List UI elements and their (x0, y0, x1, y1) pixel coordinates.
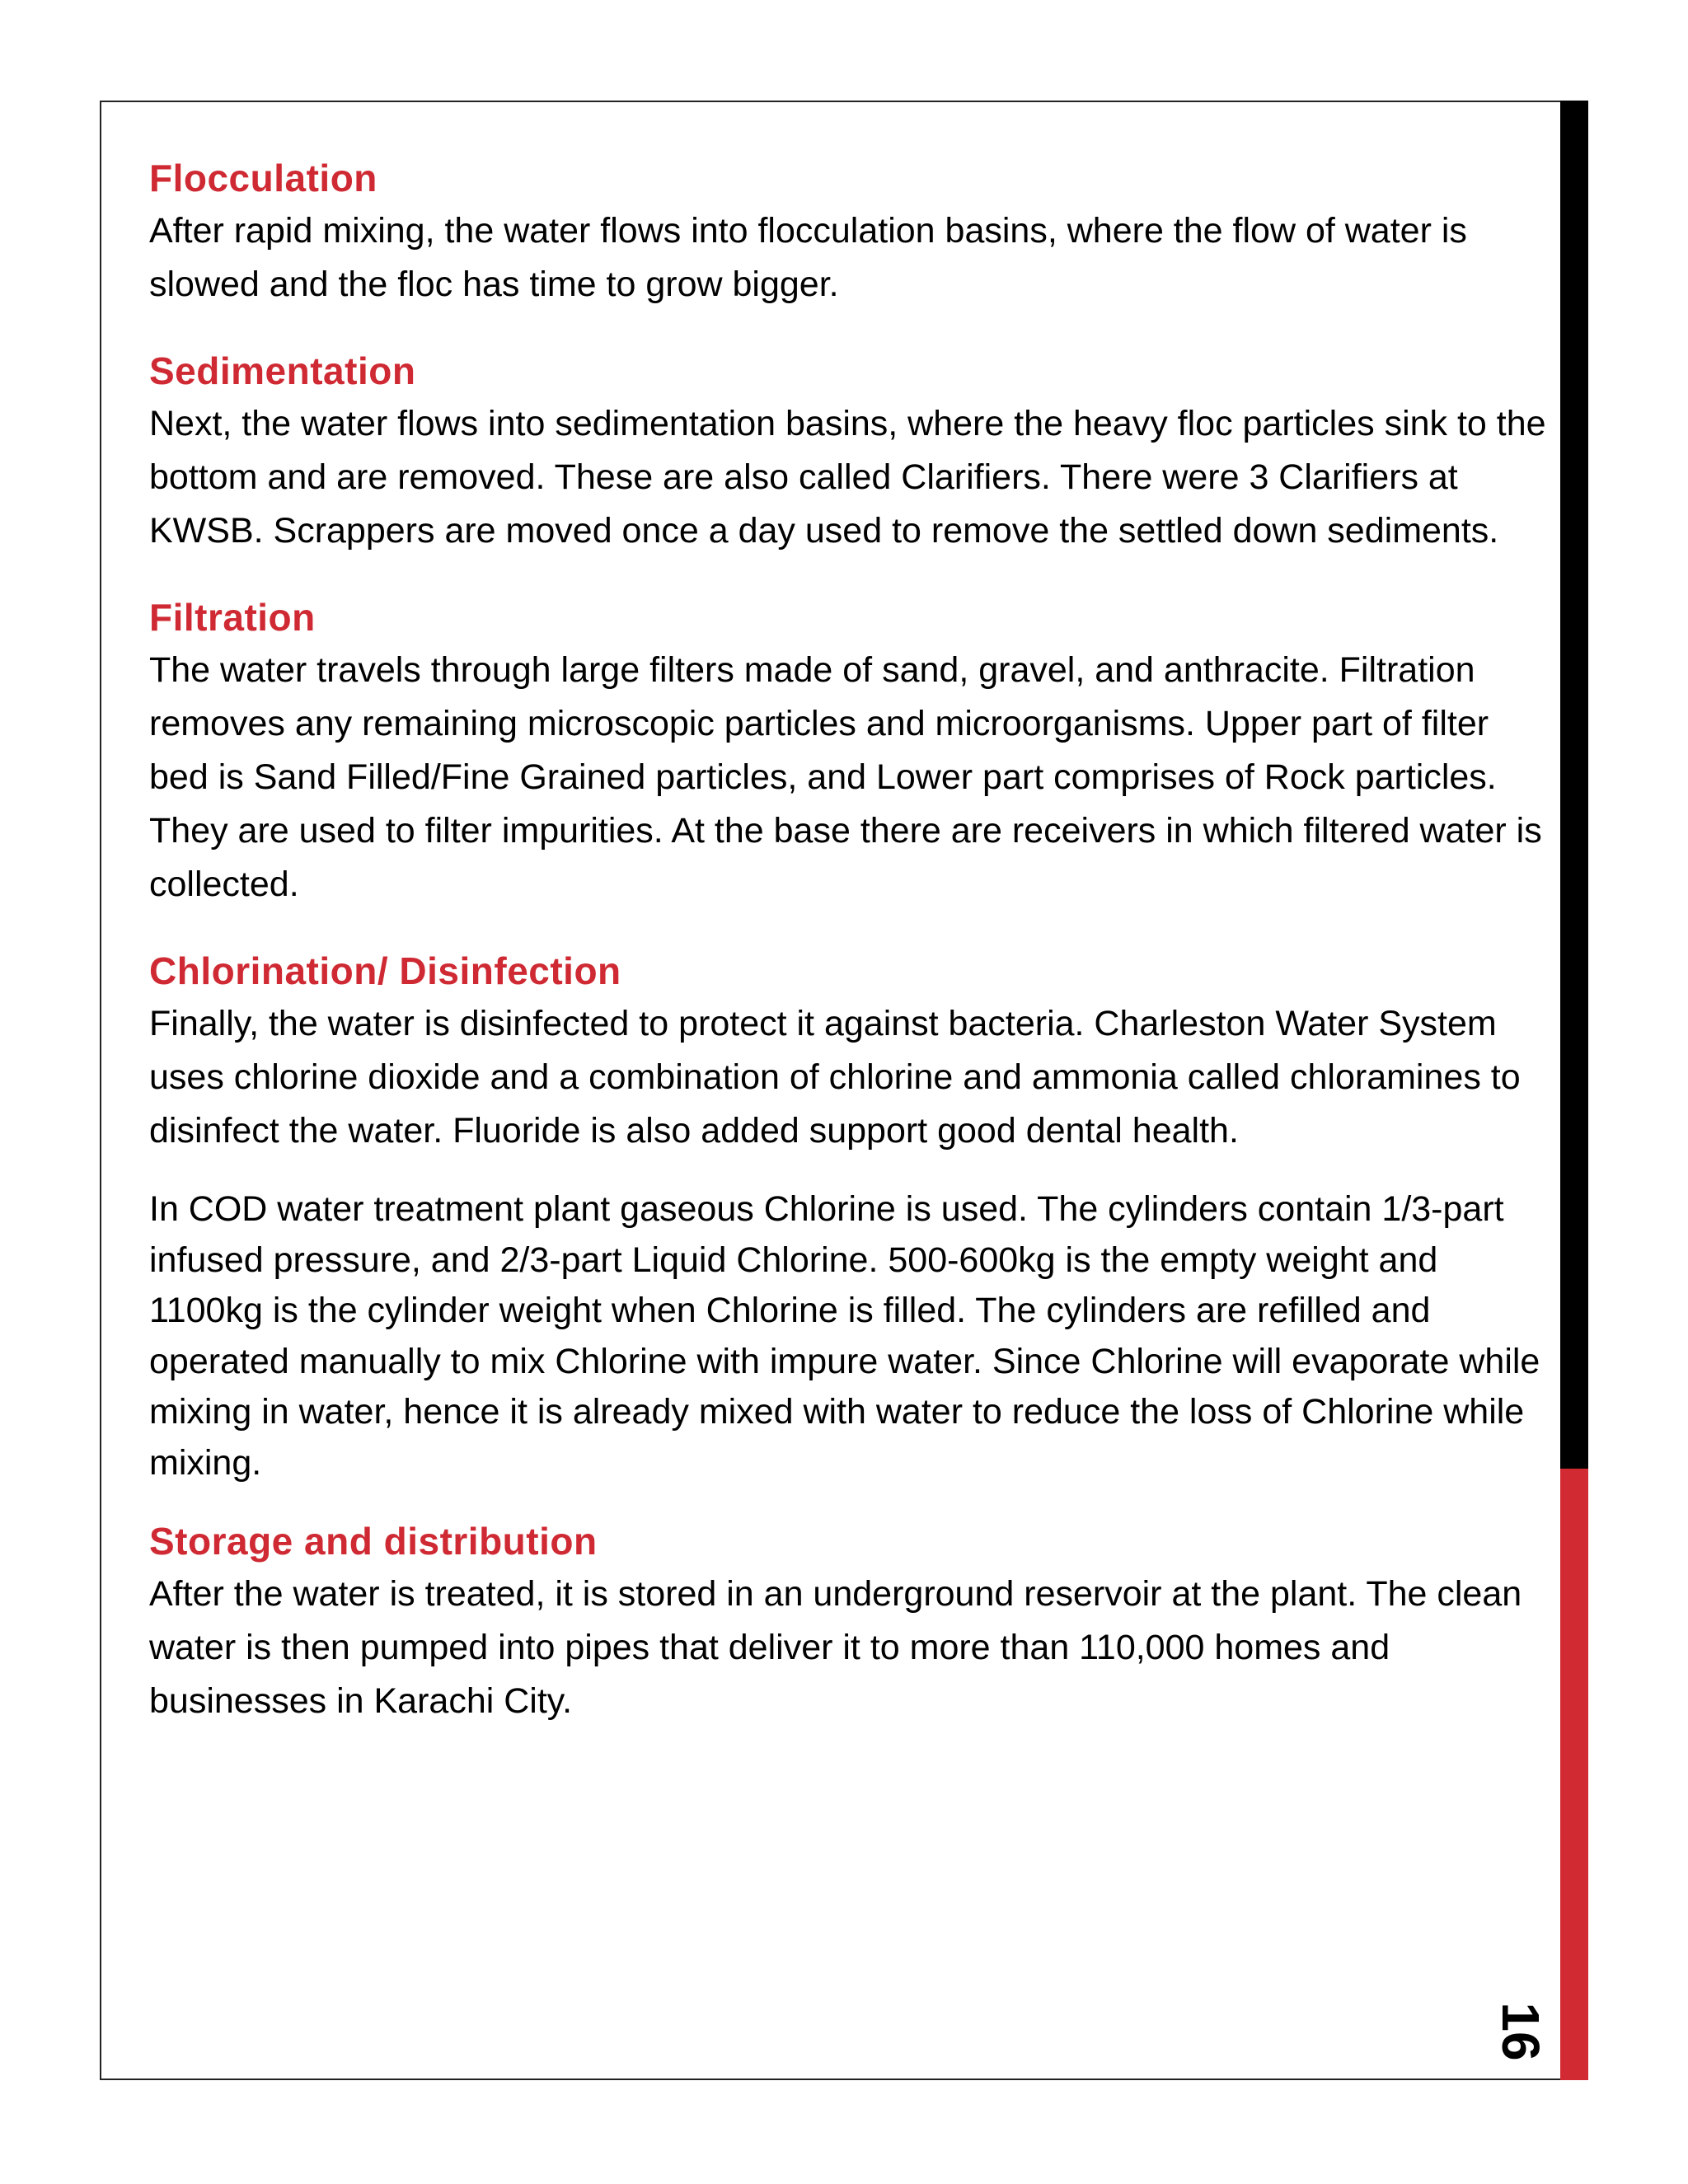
section-heading: Chlorination/ Disinfection (149, 949, 621, 992)
side-bar-red (1560, 1469, 1588, 2080)
section-filtration (149, 591, 1550, 912)
section-storage-distribution (149, 1515, 1550, 1728)
section-heading: Flocculation (149, 157, 377, 199)
section-paragraph: After rapid mixing, the water flows into flocculation basins, where the flow of water is slowed and the floc has time to grow bigger. (149, 211, 1467, 304)
document-body (149, 152, 1550, 1728)
section-heading: Storage and distribution (149, 1520, 598, 1563)
section-flocculation (149, 152, 1550, 312)
section-sedimentation (149, 344, 1550, 558)
page-number: 16 (1491, 2002, 1550, 2061)
section-heading: Filtration (149, 596, 316, 639)
section-paragraph: After the water is treated, it is stored in an underground reservoir at the plant. The clean water is then pumped into pipes that deliver it to more than 110,000 homes and businesses in Karachi City. (149, 1574, 1522, 1721)
section-paragraph: In COD water treatment plant gaseous Chlorine is used. The cylinders contain 1/3-part infused pressure, and 2/3-part Liquid Chlorine. 500-600kg is the empty weight and 1100kg is the cylinder weight when Chlorine is filled. The cylinders are refilled and operated manually to mix Chlorine with impure water. Since Chlorine will evaporate while mixing in water, hence it is already mixed with water to reduce the loss of Chlorine while mixing. (149, 1189, 1540, 1483)
side-bar-black (1560, 101, 1588, 1469)
section-paragraph: Next, the water flows into sedimentation basins, where the heavy floc particles sink to the bottom and are removed. These are also called Clarifiers. There were 3 Clarifiers at KWSB. Scrappers are moved once a day used to remove the settled down sediments. (149, 404, 1546, 551)
section-heading: Sedimentation (149, 349, 416, 392)
section-paragraph: The water travels through large filters made of sand, gravel, and anthracite. Filtration removes any remaining microscopic particles and microorganisms. Upper part of filter bed is Sand Filled/Fine Grained particles, and Lower part comprises of Rock particles. They are used to filter impurities. At the base there are receivers in which filtered water is collected. (149, 650, 1542, 904)
section-chlorination (149, 944, 1550, 1488)
section-paragraph: Finally, the water is disinfected to protect it against bacteria. Charleston Water System uses chlorine dioxide and a combination of chlorine and ammonia called chloramines to disinfect the water. Fluoride is also added support good dental health. (149, 1004, 1521, 1151)
